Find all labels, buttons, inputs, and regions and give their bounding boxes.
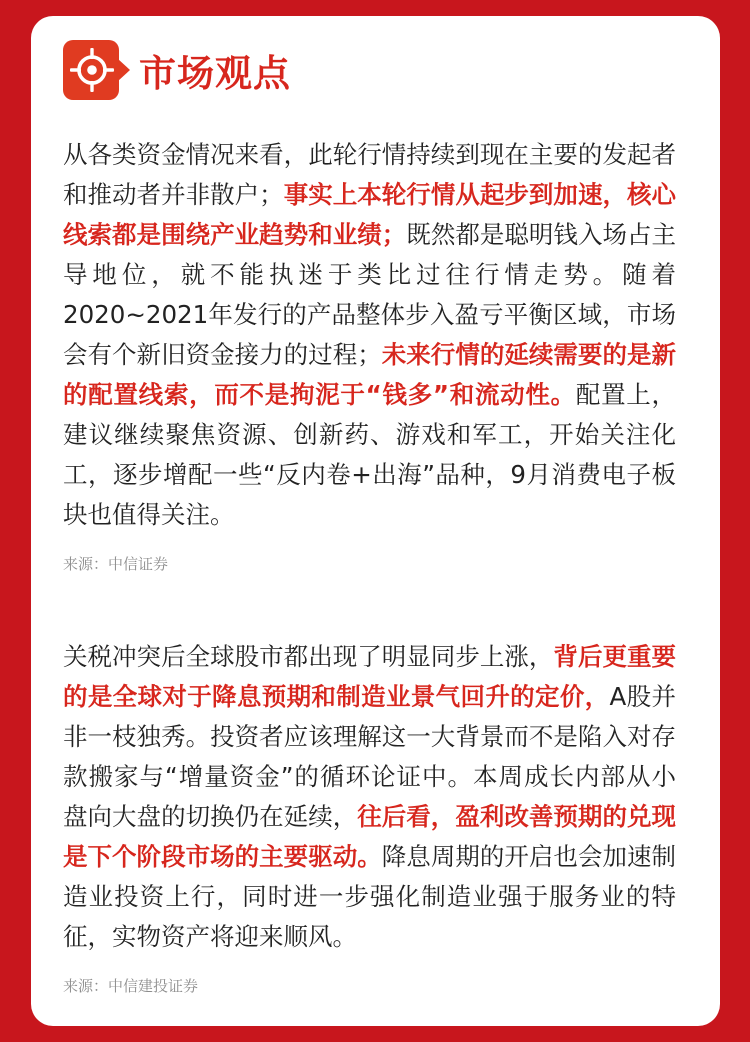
text-segment: 既然都是聪明钱入场占主导地位，就不能执迷于类比过往行情走势。随着2020~2021年发行的产品整体步入盈亏平衡区域，市场会有个新旧资金接力的过程； — [63, 220, 677, 369]
source-citic: 来源：中信证券 — [63, 555, 169, 573]
text-segment: 从各类资金情况来看，此轮行情持续到现在主要的发起者和推动者并非散户； — [63, 140, 676, 209]
source-csc: 来源：中信建投证券 — [63, 977, 199, 995]
text-segment: A股并非一枝独秀。投资者应该理解这一大背景而不是陷入对存款搬家与“增量资金”的循环论证中。本周成长内部从小盘向大盘的切换仍在延续， — [63, 682, 676, 831]
highlight-segment: 事实上本轮行情从起步到加速，核心线索都是围绕产业趋势和业绩； — [63, 180, 677, 249]
section-spacer — [63, 574, 676, 637]
card-header — [63, 16, 676, 124]
paragraph-csc — [63, 637, 676, 957]
highlight-segment: 往后看，盈利改善预期的兑现是下个阶段市场的主要驱动。 — [63, 802, 676, 871]
text-segment: 配置上，建议继续聚焦资源、创新药、游戏和军工，开始关注化工，逐步增配一些“反内卷+出海”品种，9月消费电子板块也值得关注。 — [63, 380, 677, 529]
highlight-segment: 未来行情的延续需要的是新的配置线索，而不是拘泥于“钱多”和流动性。 — [63, 340, 676, 409]
page-title: 市场观点 — [139, 52, 291, 95]
highlight-segment: 背后更重要的是全球对于降息预期和制造业景气回升的定价， — [63, 642, 677, 711]
target-crosshair-icon — [63, 40, 131, 100]
market-view-card — [31, 16, 720, 1026]
paragraph-citic — [63, 135, 676, 535]
text-segment: 降息周期的开启也会加速制造业投资上行，同时进一步强化制造业强于服务业的特征，实物资产将迎来顺风。 — [63, 842, 677, 951]
text-segment: 关税冲突后全球股市都出现了明显同步上涨， — [63, 642, 554, 671]
